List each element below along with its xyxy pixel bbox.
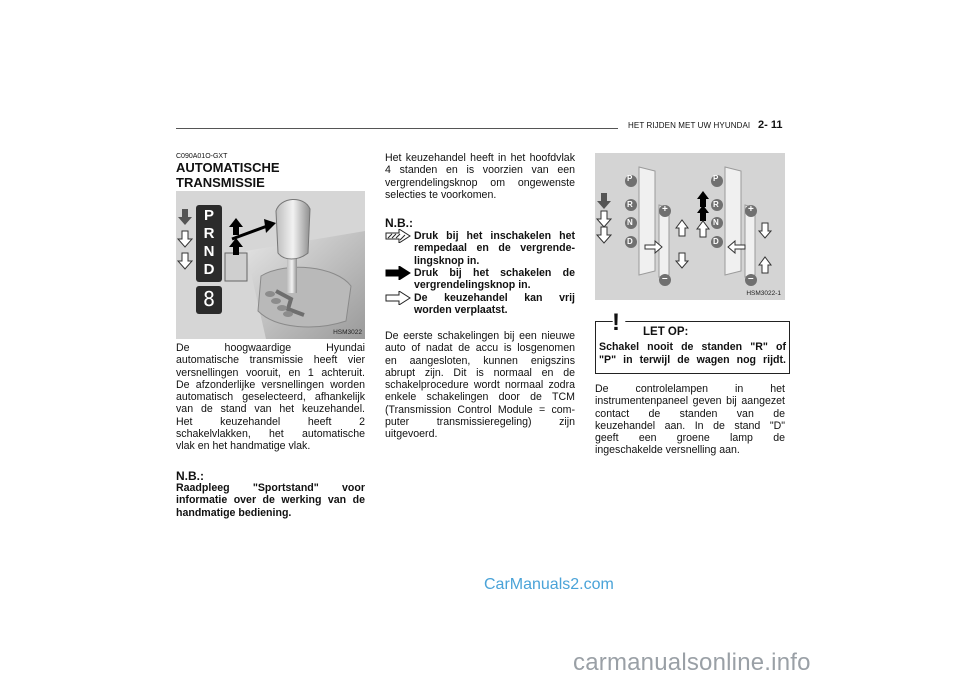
note-item-1 bbox=[414, 230, 575, 267]
text-line: automatische transmissie heeft vier bbox=[176, 354, 365, 367]
text-line: keuzehandel aan. In de stand "D" bbox=[595, 419, 785, 432]
gate-right-minus: – bbox=[748, 273, 754, 284]
note-heading: N.B.: bbox=[176, 469, 204, 483]
text-line: vergrendelingsknop om ongewenste bbox=[385, 176, 575, 189]
digit-display: 8 bbox=[202, 287, 216, 311]
text-line: uitgevoerd. bbox=[385, 428, 438, 441]
text-line: 4 standen en is voorzien van een bbox=[385, 164, 575, 177]
watermark-bottom[interactable]: carmanualsonline.info bbox=[573, 649, 811, 676]
tcm-paragraph bbox=[385, 330, 575, 441]
gear-label-n: N bbox=[203, 243, 215, 260]
text-line: De controlelampen in het bbox=[595, 383, 785, 395]
text-line: schakelprocedure wordt normaal zodra bbox=[385, 379, 575, 392]
gate-right-d: D bbox=[713, 237, 719, 246]
text-line: vergrendelingsknop in. bbox=[414, 279, 531, 292]
gate-left-p: P bbox=[627, 174, 633, 183]
text-line: contact de standen van de bbox=[595, 407, 785, 420]
figure-caption: HSM3022-1 bbox=[746, 290, 781, 297]
shifter-photo bbox=[176, 191, 365, 339]
text-line: en aangesloten, kunnen enigszins bbox=[385, 354, 575, 367]
text-line: versnellingen vooruit, en 1 achteruit. bbox=[176, 366, 365, 379]
gate-left-minus: – bbox=[662, 273, 668, 284]
text-line: instrumentenpaneel geven bij aangezet bbox=[595, 395, 785, 408]
gear-indicator-panel bbox=[199, 207, 219, 279]
text-line: ingeschakelde versnelling aan. bbox=[595, 444, 740, 457]
gear-label-r: R bbox=[203, 225, 215, 242]
text-line: geeft een groene lamp de bbox=[595, 432, 785, 445]
gear-label-d: D bbox=[203, 261, 215, 278]
note-item-3 bbox=[414, 292, 575, 317]
note-heading: N.B.: bbox=[385, 216, 413, 230]
page-number: 2- 11 bbox=[758, 119, 783, 131]
text-line: selecties te voorkomen. bbox=[385, 188, 497, 201]
section-title: AUTOMATISCHE TRANSMISSIE bbox=[176, 160, 280, 190]
note-text bbox=[176, 482, 365, 519]
gear-label-p: P bbox=[203, 207, 214, 224]
warning-box bbox=[595, 309, 790, 374]
header-rule bbox=[176, 128, 618, 129]
text-line: puter transmissieregeling) zijn bbox=[385, 416, 575, 429]
text-line: worden verplaatst. bbox=[414, 304, 508, 317]
hatched-arrow-icon bbox=[385, 229, 411, 248]
intro-paragraph bbox=[176, 342, 365, 453]
warning-exclamation-icon: ! bbox=[612, 309, 620, 336]
text-line: lingsknop in. bbox=[414, 254, 480, 267]
text-line: abrupt zijn. Dit is normaal en de bbox=[385, 366, 575, 379]
text-line: enkele schakelingen door de TCM bbox=[385, 391, 575, 404]
text-line: Druk bij het schakelen de bbox=[414, 267, 575, 279]
text-line: automatisch geselecteerd, afhankelijk bbox=[176, 391, 365, 404]
gate-left-plus: + bbox=[662, 204, 668, 215]
gate-right-p: P bbox=[713, 174, 719, 183]
text-line: rempedaal en de vergrende- bbox=[414, 242, 575, 255]
text-line: De eerste schakelingen bij een nieuwe bbox=[385, 330, 575, 342]
gate-right-n: N bbox=[713, 218, 719, 227]
gate-right-plus: + bbox=[748, 204, 754, 215]
text-line: schakelvlakken, het automatische bbox=[176, 428, 365, 441]
text-line: De keuzehandel kan vrij bbox=[414, 292, 575, 304]
text-line: informatie over de werking van de bbox=[176, 494, 365, 507]
outline-arrow-icon bbox=[385, 291, 411, 310]
text-line: auto of nadat de accu is losgenomen bbox=[385, 342, 575, 355]
text-line: Het keuzehandel heeft 2 bbox=[176, 415, 365, 428]
text-line: Druk bij het inschakelen het bbox=[414, 230, 575, 242]
watermark-top[interactable]: CarManuals2.com bbox=[484, 576, 614, 593]
text-line: vlak en het handmatige vlak. bbox=[176, 440, 311, 453]
running-header: HET RIJDEN MET UW HYUNDAI bbox=[628, 121, 751, 130]
text-line: "P" in terwijl de wagen nog rijdt. bbox=[599, 353, 786, 366]
section-code: C090A01O-GXT bbox=[176, 153, 228, 160]
shift-gate-diagram bbox=[595, 153, 785, 300]
intro-text bbox=[385, 152, 575, 201]
gate-left-n: N bbox=[627, 218, 633, 227]
shift-gate-figure bbox=[595, 153, 785, 300]
gate-right-r: R bbox=[713, 200, 719, 209]
figure-caption: HSM3022 bbox=[333, 329, 362, 336]
text-line: De hoogwaardige Hyundai bbox=[176, 342, 365, 354]
note-item-2 bbox=[414, 267, 575, 292]
warning-title: LET OP: bbox=[643, 326, 689, 338]
text-line: Het keuzehandel heeft in het hoofdvlak bbox=[385, 152, 575, 164]
text-line: handmatige bediening. bbox=[176, 506, 292, 519]
text-line: Schakel nooit de standen "R" of bbox=[599, 341, 786, 353]
text-line: (Transmission Control Module = com- bbox=[385, 403, 575, 416]
indicator-paragraph bbox=[595, 383, 785, 457]
warning-text bbox=[599, 341, 786, 366]
text-line: De afzonderlijke versnellingen worden bbox=[176, 378, 365, 391]
solid-arrow-icon bbox=[385, 266, 411, 285]
gate-left-r: R bbox=[627, 200, 633, 209]
gate-left-d: D bbox=[627, 237, 633, 246]
text-line: Raadpleeg "Sportstand" voor bbox=[176, 482, 365, 494]
text-line: van de stand van het keuzehandel. bbox=[176, 403, 365, 416]
